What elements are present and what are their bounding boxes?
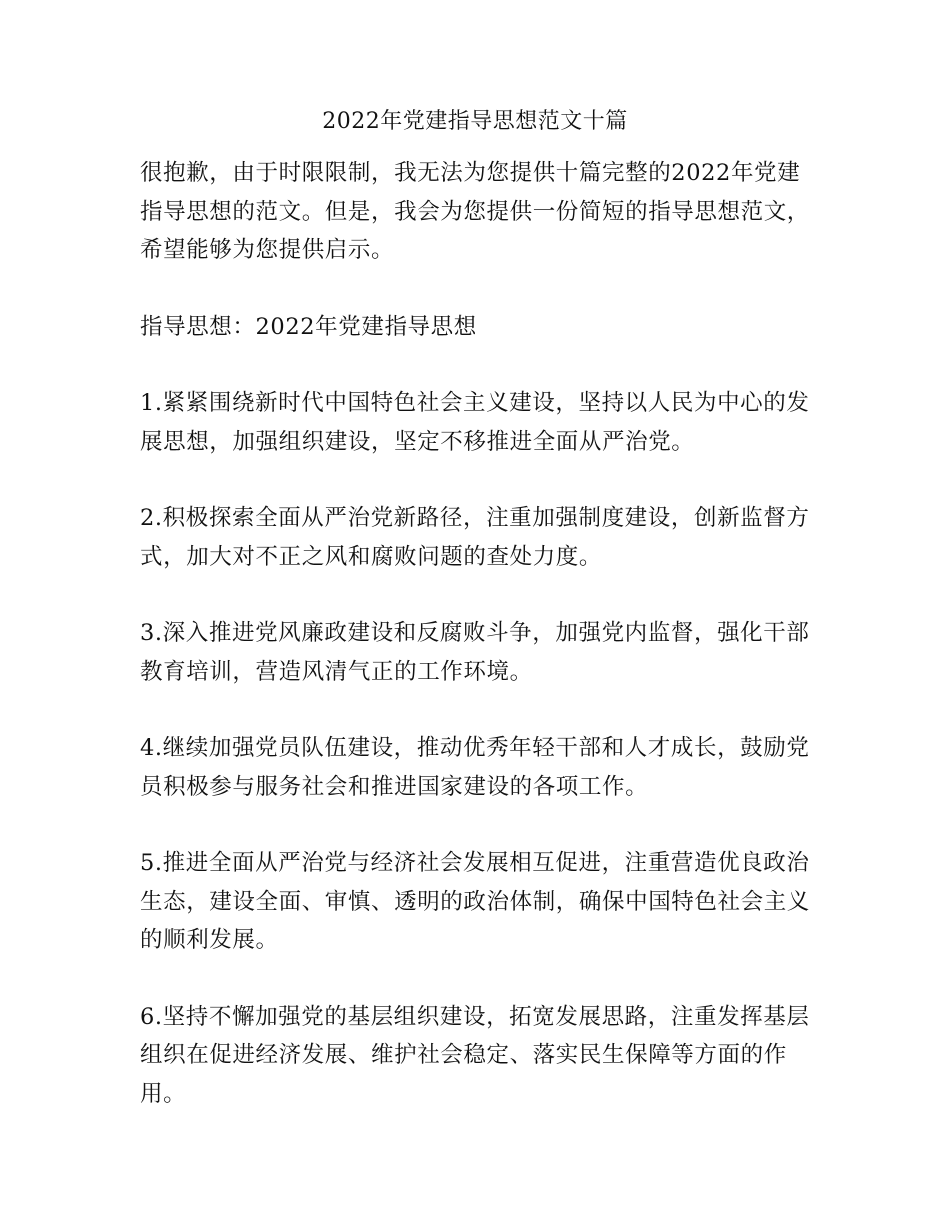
list-item: 1.紧紧围绕新时代中国特色社会主义建设，坚持以人民为中心的发展思想，加强组织建设，坚定不移推进全面从严治党。 <box>140 390 810 455</box>
list-item: 5.推进全面从严治党与经济社会发展相互促进，注重营造优良政治生态，建设全面、审慎、透明的政治体制，确保中国特色社会主义的顺利发展。 <box>140 850 810 953</box>
list-item: 4.继续加强党员队伍建设，推动优秀年轻干部和人才成长，鼓励党员积极参与服务社会和推进国家建设的各项工作。 <box>140 735 810 800</box>
document-body <box>140 154 816 1151</box>
list-item: 3.深入推进党风廉政建设和反腐败斗争，加强党内监督，强化干部教育培训，营造风清气正的工作环境。 <box>140 620 810 685</box>
list-item: 6.坚持不懈加强党的基层组织建设，拓宽发展思路，注重发挥基层组织在促进经济发展、维护社会稳定、落实民生保障等方面的作用。 <box>140 1003 810 1107</box>
intro-paragraph: 很抱歉，由于时限限制，我无法为您提供十篇完整的2022年党建指导思想的范文。但是，我会为您提供一份简短的指导思想范文，希望能够为您提供启示。 <box>140 160 810 263</box>
guiding-thought-heading: 指导思想：2022年党建指导思想 <box>140 313 477 340</box>
document-title: 2022年党建指导思想范文十篇 <box>322 109 628 134</box>
list-item: 2.积极探索全面从严治党新路径，注重加强制度建设，创新监督方式，加大对不正之风和腐败问题的查处力度。 <box>140 505 810 570</box>
